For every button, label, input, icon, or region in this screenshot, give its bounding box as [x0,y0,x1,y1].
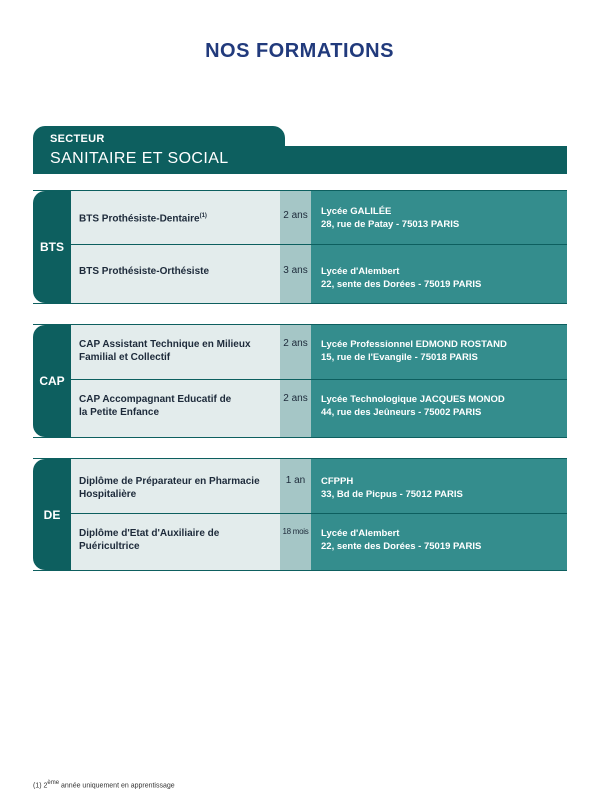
school-name: Lycée d'Alembert [321,528,400,539]
formation-title: CAP Assistant Technique en Milieux Familial et Collectif [71,325,280,379]
school-cell [311,380,567,437]
block-code: BTS [33,191,71,303]
formation-title: Diplôme de Préparateur en Pharmacie Hospitalière [71,459,280,513]
table-row [71,380,567,437]
formation-title [71,191,280,244]
school-cell [311,191,567,244]
formation-duration: 18 mois [280,514,311,570]
school-cell [311,325,567,379]
formation-title: Diplôme d'Etat d'Auxiliaire de Puéricultrice [71,514,280,570]
block-cap [33,324,567,438]
footnote [33,780,175,789]
school-name: CFPPH [321,476,354,487]
school-address: 22, sente des Dorées - 75019 PARIS [321,279,482,290]
footnote-superscript: ème [47,780,60,786]
formation-title-text: BTS Prothésiste-Dentaire [79,213,200,225]
formation-duration: 2 ans [280,325,311,379]
formation-duration: 2 ans [280,380,311,437]
sector-name: SANITAIRE ET SOCIAL [50,150,229,167]
page-title: NOS FORMATIONS [205,40,394,62]
formation-title: CAP Accompagnant Educatif de la Petite Enfance [71,380,280,437]
school-address: 44, rue des Jeûneurs - 75002 PARIS [321,407,482,418]
table-row [71,191,567,245]
formation-duration: 2 ans [280,191,311,244]
table-row [71,325,567,380]
block-de [33,458,567,571]
footnote-marker: (1) [199,212,207,219]
school-address: 22, sente des Dorées - 75019 PARIS [321,541,482,552]
school-cell [311,514,567,570]
footnote-text: année uniquement en apprentissage [59,782,175,790]
formation-duration: 1 an [280,459,311,513]
school-cell [311,459,567,513]
school-name: Lycée Technologique JACQUES MONOD [321,394,505,405]
table-row [71,245,567,303]
block-code: CAP [33,325,71,437]
school-address: 15, rue de l'Evangile - 75018 PARIS [321,352,478,363]
school-cell [311,245,567,303]
footnote-marker: (1) 2 [33,782,48,790]
sector-kicker: SECTEUR [50,133,105,145]
school-name: Lycée Professionnel EDMOND ROSTAND [321,339,507,350]
school-name: Lycée d'Alembert [321,266,400,277]
formation-duration: 3 ans [280,245,311,303]
table-row [71,514,567,570]
school-name: Lycée GALILÉE [321,205,392,217]
formation-title: BTS Prothésiste-Orthésiste [71,245,280,303]
block-bts [33,190,567,304]
table-row [71,459,567,514]
block-code: DE [33,459,71,570]
school-address: 28, rue de Patay - 75013 PARIS [321,218,460,230]
school-address: 33, Bd de Picpus - 75012 PARIS [321,489,463,500]
